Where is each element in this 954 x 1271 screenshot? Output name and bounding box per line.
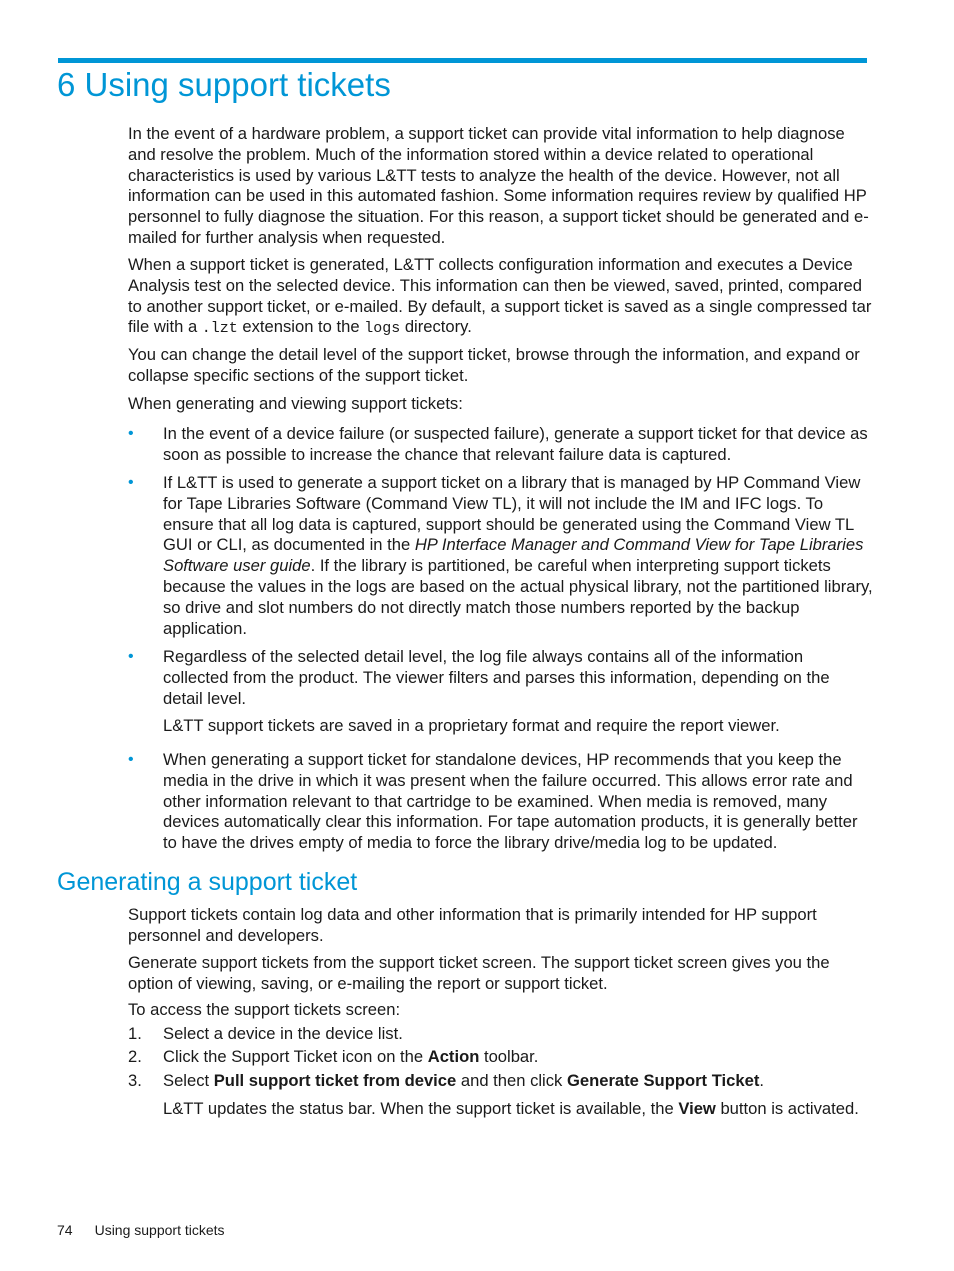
intro-paragraph-2: When a support ticket is generated, L&TT collects configuration information and executes a Device Analysis test on the selected device. This information can then be viewed, saved, printed, compared to another support ticket, or e-mailed. By default, a support ticket is saved as a single compressed tar file with a .lzt extension to the logs directory. [128, 255, 872, 338]
step-number: 3. [128, 1071, 142, 1090]
file-extension: .lzt [201, 320, 238, 338]
list-item: • In the event of a device failure (or suspected failure), generate a support ticket for that device as soon as possible to increase the chance that relevant failure data is captured. [128, 424, 868, 464]
intro-paragraph-3: You can change the detail level of the support ticket, browse through the information, and expand or collapse specific sections of the support ticket. [128, 345, 860, 385]
ui-term-view: View [678, 1098, 716, 1118]
ui-term-generate: Generate Support Ticket [566, 1071, 760, 1090]
step-item: 2. Click the Support Ticket icon on the Action toolbar. [128, 1047, 539, 1066]
intro-paragraph-4: When generating and viewing support tickets: [128, 394, 463, 413]
step-number: 1. [128, 1024, 142, 1043]
section-title: Generating a support ticket [57, 868, 358, 896]
list-item-note: L&TT support tickets are saved in a proprietary format and require the report viewer. [163, 716, 780, 736]
section-paragraph-1: Support tickets contain log data and other information that is primarily intended for HP support personnel and developers. [128, 905, 817, 945]
step-number: 2. [128, 1047, 142, 1066]
step-item: 3. Select Pull support ticket from device and then click Generate Support Ticket. L&TT updates the status bar. When the support ticket is available, the View button is activated. [128, 1071, 873, 1120]
page-footer [57, 1222, 225, 1238]
step-item: 1. Select a device in the device list. [128, 1024, 403, 1043]
directory-name: logs [364, 320, 401, 338]
list-item: • When generating a support ticket for standalone devices, HP recommends that you keep the media in the drive in which it was present when the failure occurred. This allows error rate and other information relevant to that cartridge to be examined. When media is removed, many devices automatically clear this information. For tape automation products, it is generally better to have the drives empty of media to force the library drive/media log to be updated. [128, 750, 858, 853]
bullet-icon: • [128, 648, 134, 665]
bullet-icon: • [128, 751, 134, 768]
guide-title: HP Interface Manager and Command View for Tape Libraries Software user guide [163, 535, 864, 576]
header-rule [58, 58, 867, 63]
ui-term-action: Action [427, 1047, 480, 1066]
section-paragraph-2: Generate support tickets from the support ticket screen. The support ticket screen gives you the option of viewing, saving, or e-mailing the report or support ticket. [128, 953, 830, 993]
step-note: L&TT updates the status bar. When the support ticket is available, the View button is activated. [163, 1098, 859, 1118]
intro-paragraph-1: In the event of a hardware problem, a support ticket can provide vital information to help diagnose and resolve the problem. Much of the information stored within a device related to operational characteristics is used by various L&TT tests to analyze the health of the device. However, not all information can be used in this automated fashion. Some information requires review by qualified HP personnel to fully diagnose the situation. For this reason, a support ticket should be generated and e-mailed for further analysis when requested. [128, 124, 869, 247]
list-item: • Regardless of the selected detail level, the log file always contains all of the information collected from the product. The viewer filters and parses this information, depending on the detail level. L&TT support tickets are saved in a proprietary format and require the report viewer. [128, 647, 873, 737]
ui-term-pull: Pull support ticket from device [213, 1071, 457, 1090]
bullet-icon: • [128, 474, 134, 491]
list-item: • If L&TT is used to generate a support ticket on a library that is managed by HP Command View for Tape Libraries Software (Command View TL), it will not include the IM and IFC logs. To ensure that all log data is captured, support should be generated using the Command View TL GUI or CLI, as documented in the HP Interface Manager and Command View for Tape Libraries Software user guide. If the library is partitioned, be careful when interpreting support tickets because the values in the logs are based on the actual physical library, not the partitioned library, so drive and slot numbers do not directly match those numbers reported by the backup application. [128, 473, 873, 638]
page-number: 74 [57, 1222, 73, 1238]
bullet-icon: • [128, 425, 134, 442]
section-paragraph-3: To access the support tickets screen: [128, 1000, 401, 1019]
chapter-title: 6 Using support tickets [57, 66, 391, 103]
running-title: Using support tickets [94, 1222, 225, 1238]
